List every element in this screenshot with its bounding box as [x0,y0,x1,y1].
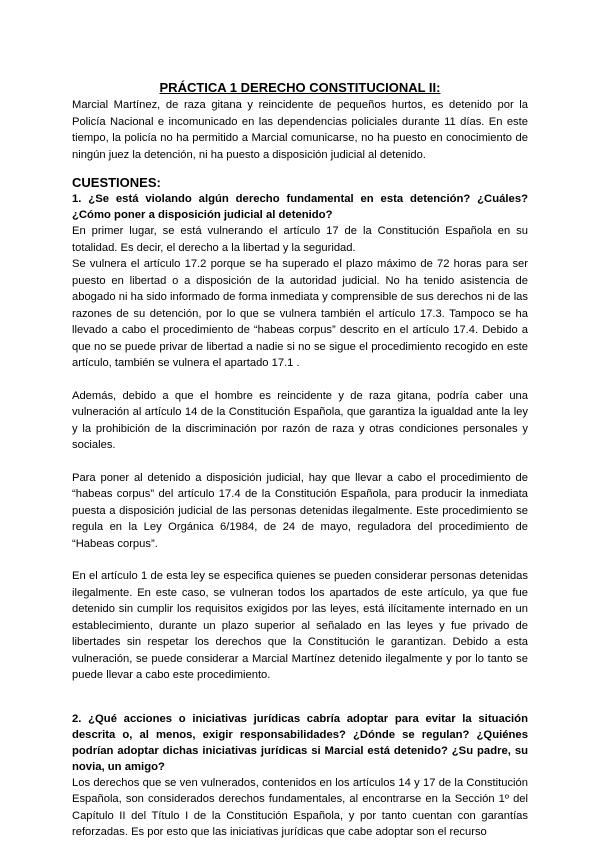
question-2: 2. ¿Qué acciones o iniciativas jurídicas cabría adoptar para evitar la situación descrita o, al menos, exigir responsabilidades? ¿Dónde se regulan? ¿Quiénes podrían adoptar dichas iniciativas jurídicas si Marcial está detenido? ¿Su padre, su novia, un amigo? [72,712,528,773]
document-title: PRÁCTICA 1 DERECHO CONSTITUCIONAL II: [159,80,441,95]
case-statement: Marcial Martínez, de raza gitana y reincidente de pequeños hurtos, es detenido por la Policía Nacional e incomunicado en las dependencias policiales durante 11 días. En este tiempo, la policía no ha permitido a Marcial comunicarse, no ha puesto en conocimiento de ningún juez la detención, ni ha puesto a disposición judicial al detenido. [72,99,528,161]
answer-2-paragraph: Los derechos que se ven vulnerados, contenidos en los artículos 14 y 17 de la Constitución Española, son considerados derechos fundamentales, al encontrarse en la Sección 1º del Capítulo II del Título I de la Constitución Española, y por tanto cuentan con garantías reforzadas. Es por esto que las iniciativas jurídicas que cabe adoptar son el recurso [72,776,528,838]
answer-1-paragraph: Se vulnera el artículo 17.2 porque se ha superado el plazo máximo de 72 horas para ser puesto en libertad o a disposición de la autoridad judicial. No ha tenido asistencia de abogado ni ha sido informado de forma inmediata y comprensible de sus derechos ni de las razones de su detención, por lo que se vulnera también el artículo 17.3. Tampoco se ha llevado a cabo el procedimiento de “habeas corpus” descrito en el artículo 17.4. Debido a que no se puede privar de libertad a nadie si no se sigue el procedimiento recogido en este artículo, también se vulnera el apartado 17.1 . [72,258,528,369]
section-heading: CUESTIONES: [72,175,161,190]
answer-1-paragraph: En el artículo 1 de esta ley se especifica quienes se pueden considerar personas detenidas ilegalmente. En este caso, se vulneran todos los apartados de este artículo, ya que fue detenido sin cumplir los requisitos exigidos por las leyes, está ilícitamente internado en un establecimiento, durante un plazo superior al señalado en las leyes y fue privado de libertades sin respetar los derechos que la Constitución le garantizan. Debido a esta vulneración, se puede considerar a Marcial Martínez detenido ilegalmente y por lo tanto se puede llevar a cabo este procedimiento. [72,570,528,681]
answer-1-paragraph: En primer lugar, se está vulnerando el artículo 17 de la Constitución Española en su totalidad. Es decir, el derecho a la libertad y la seguridad. [72,225,528,254]
answer-1-paragraph: Para poner al detenido a disposición judicial, hay que llevar a cabo el procedimiento de “habeas corpus” del artículo 17.4 de la Constitución Española, para producir la inmediata puesta a disposición judicial de las personas detenidas ilegalmente. Este procedimiento se regula en la Ley Orgánica 6/1984, de 24 de mayo, reguladora del procedimiento de “Habeas corpus”. [72,471,528,550]
question-1: 1. ¿Se está violando algún derecho fundamental en esta detención? ¿Cuáles? ¿Cómo poner a disposición judicial al detenido? [72,193,528,221]
answer-1-paragraph: Además, debido a que el hombre es reincidente y de raza gitana, podría caber una vulneración al artículo 14 de la Constitución Española, que garantiza la igualdad ante la ley y la prohibición de la discriminación por razón de raza y otras condiciones personales y sociales. [72,389,528,451]
